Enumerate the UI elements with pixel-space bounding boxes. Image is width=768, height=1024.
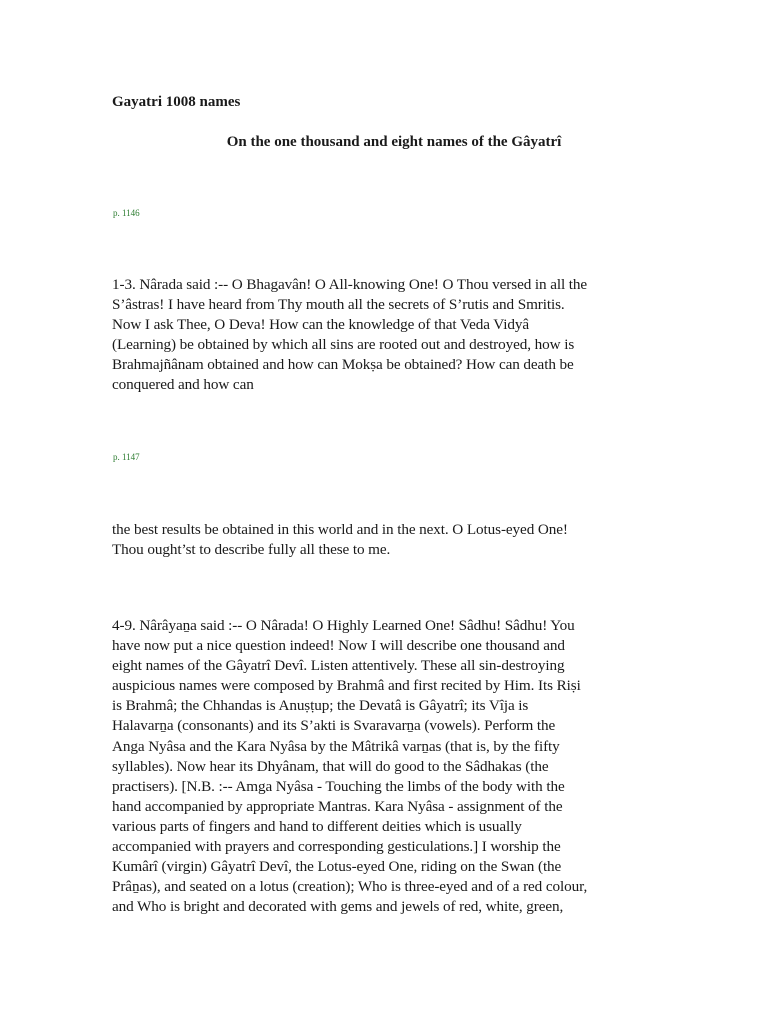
text-line: Thou ought’st to describe fully all these to me. bbox=[112, 541, 391, 559]
chapter-title: On the one thousand and eight names of the Gâyatrî bbox=[226, 134, 562, 150]
paragraph-1 bbox=[112, 275, 657, 396]
text-line: (Learning) be obtained by which all sins are rooted out and destroyed, how is bbox=[112, 336, 575, 354]
text-line: Prâṉas), and seated on a lotus (creation); Who is three-eyed and of a red colour, bbox=[112, 878, 588, 896]
document-title: Gayatri 1008 names bbox=[112, 94, 241, 110]
text-line: Kumârî (virgin) Gâyatrî Devî, the Lotus-eyed One, riding on the Swan (the bbox=[112, 858, 562, 876]
text-line: various parts of fingers and hand to different deities which is usually bbox=[112, 817, 522, 835]
text-line: eight names of the Gâyatrî Devî. Listen attentively. These all sin-destroying bbox=[112, 657, 565, 675]
text-line: Brahmajñânam obtained and how can Mokṣa be obtained? How can death be bbox=[112, 356, 574, 374]
text-line: S’âstras! I have heard from Thy mouth all the secrets of S’rutis and Smritis. bbox=[112, 296, 565, 314]
text-line: accompanied with prayers and corresponding gesticulations.] I worship the bbox=[112, 838, 561, 856]
text-line: 1-3. Nârada said :-- O Bhagavân! O All-knowing One! O Thou versed in all the bbox=[112, 276, 588, 293]
text-line: Anga Nyâsa and the Kara Nyâsa by the Mâtrikâ varṉas (that is, by the fifty bbox=[112, 737, 560, 755]
text-line: syllables). Now hear its Dhyânam, that will do good to the Sâdhakas (the bbox=[112, 757, 549, 775]
text-line: and Who is bright and decorated with gems and jewels of red, white, green, bbox=[112, 898, 564, 916]
text-line: hand accompanied by appropriate Mantras. Kara Nyâsa - assignment of the bbox=[112, 797, 563, 815]
page-reference: p. 1146 bbox=[113, 208, 140, 218]
text-line: is Brahmâ; the Chhandas is Anuṣṭup; the Devatâ is Gâyatrî; its Vîja is bbox=[112, 697, 529, 715]
text-line: conquered and how can bbox=[112, 376, 254, 394]
text-line: the best results be obtained in this world and in the next. O Lotus-eyed One! bbox=[112, 521, 568, 538]
text-line: auspicious names were composed by Brahmâ and first recited by Him. Its Riṣi bbox=[112, 677, 581, 695]
text-line: practisers). [N.B. :-- Amga Nyâsa - Touching the limbs of the body with the bbox=[112, 777, 565, 795]
text-line: Halavarṉa (consonants) and its S’akti is Svaravarṉa (vowels). Perform the bbox=[112, 717, 556, 735]
paragraph-2 bbox=[112, 520, 657, 560]
paragraph-3 bbox=[112, 616, 657, 917]
text-line: Now I ask Thee, O Deva! How can the knowledge of that Veda Vidyâ bbox=[112, 316, 529, 334]
text-line: 4-9. Nârâyaṉa said :-- O Nârada! O Highly Learned One! Sâdhu! Sâdhu! You bbox=[112, 617, 575, 634]
page-reference: p. 1147 bbox=[113, 452, 140, 462]
text-line: have now put a nice question indeed! Now I will describe one thousand and bbox=[112, 637, 565, 655]
